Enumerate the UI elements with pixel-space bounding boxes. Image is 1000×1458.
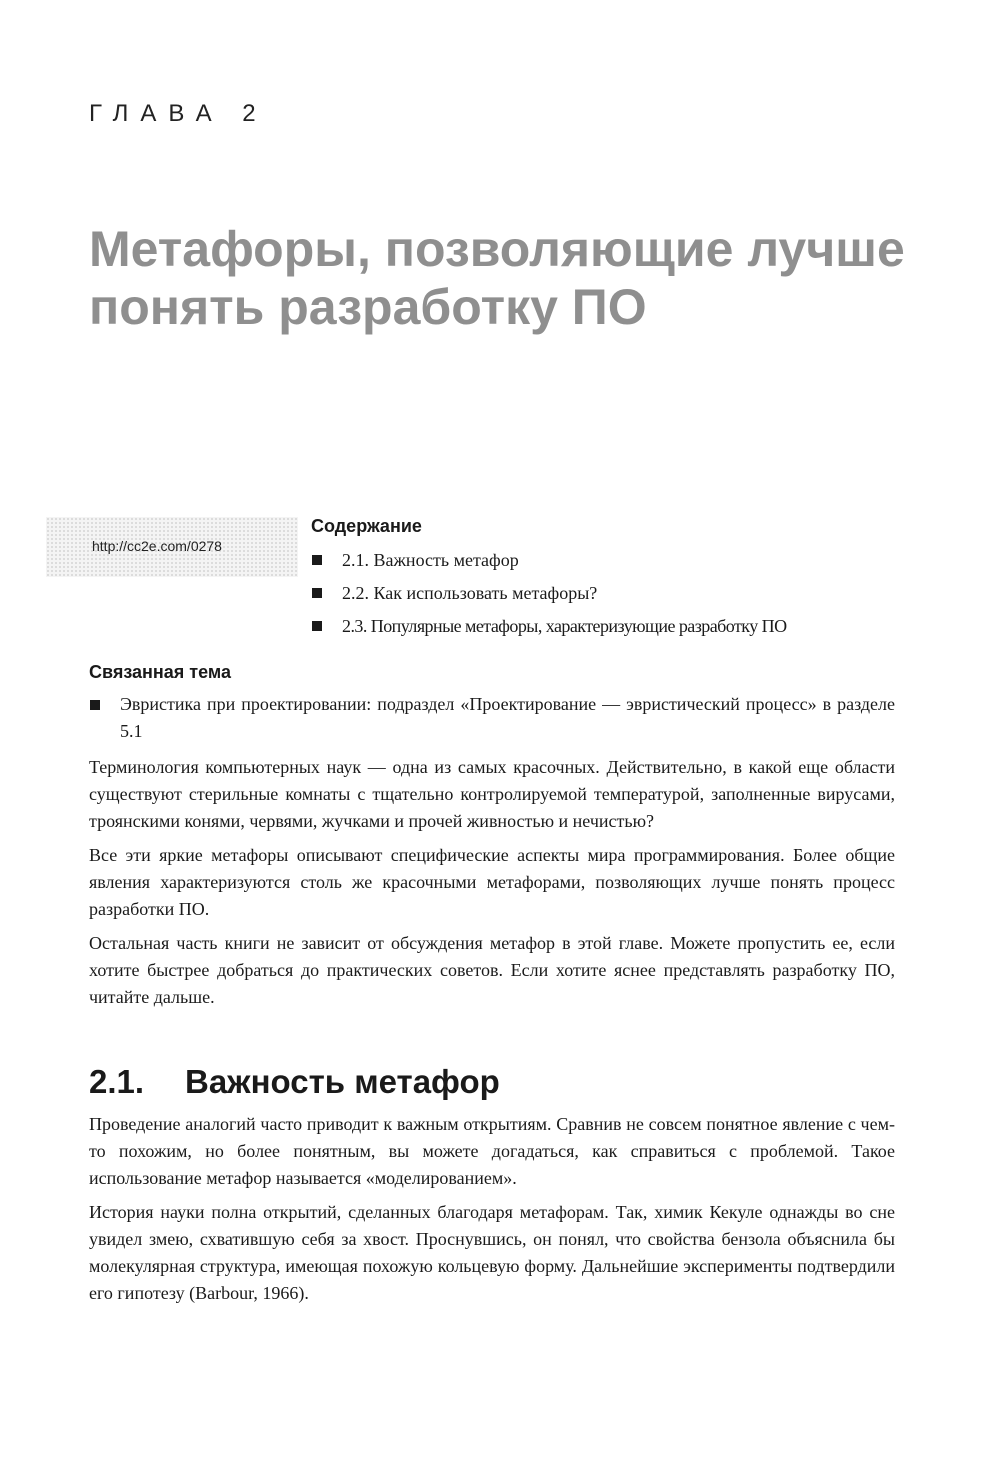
related-heading: Связанная тема [89, 662, 231, 682]
toc-item-label: 2.2. Как использовать метафоры? [342, 583, 598, 603]
section-text [89, 1111, 895, 1307]
chapter-label: ГЛАВА 2 [89, 100, 268, 127]
related-item-text: Эвристика при проектировании: подраздел «Проектирование — эвристический процесс» в разделе 5.1 [120, 694, 895, 741]
square-bullet-icon [90, 700, 100, 710]
paragraph: Остальная часть книги не зависит от обсуждения метафор в этой главе. Можете пропустить ее, если хотите быстрее добраться до практических советов. Если хотите яснее представлять разработку ПО, читайте дальше. [89, 933, 895, 1007]
section-heading [89, 1063, 500, 1101]
toc-item [311, 579, 911, 612]
square-bullet-icon [312, 555, 322, 565]
url-link[interactable]: http://cc2e.com/0278 [92, 538, 222, 554]
contents-heading: Содержание [311, 516, 422, 536]
related-item [89, 691, 895, 745]
square-bullet-icon [312, 588, 322, 598]
section-number: 2.1. [89, 1063, 145, 1100]
paragraph: Проведение аналогий часто приводит к важным открытиям. Сравнив не совсем понятное явление с чем-то похожим, но более понятным, вы можете догадаться, как справиться с проблемой. Такое использование метафор называется «моделированием». [89, 1114, 895, 1188]
toc-item-label: 2.3. Популярные метафоры, характеризующие разработку ПО [342, 616, 787, 636]
paragraph: История науки полна открытий, сделанных благодаря метафорам. Так, химик Кекуле однажды во сне увидел змею, схватившую себя за хвост. Проснувшись, он понял, что свойства бензола объяснила бы молекулярная структура, имеющая похожую кольцевую форму. Дальнейшие эксперименты подтвердили его гипотезу (Barbour, 1966). [89, 1202, 895, 1303]
toc-item [311, 612, 911, 645]
section-title: Важность метафор [185, 1063, 500, 1100]
toc-item [311, 546, 911, 579]
intro-text [89, 754, 895, 1011]
toc-item-label: 2.1. Важность метафор [342, 550, 519, 570]
square-bullet-icon [312, 621, 322, 631]
chapter-title: Метафоры, позволяющие лучше понять разработку ПО [89, 221, 905, 335]
paragraph: Все эти яркие метафоры описывают специфические аспекты мира программирования. Более общие явления характеризуются столь же красочными метафорами, позволяющих лучше понять процесс разработки ПО. [89, 845, 895, 919]
paragraph: Терминология компьютерных наук — одна из самых красочных. Действительно, в какой еще области существуют стерильные комнаты с тщательно контролируемой температурой, заполненные вирусами, троянскими конями, червями, жучками и прочей живностью и нечистью? [89, 757, 895, 831]
related-list [89, 691, 895, 745]
contents-list [311, 546, 911, 645]
